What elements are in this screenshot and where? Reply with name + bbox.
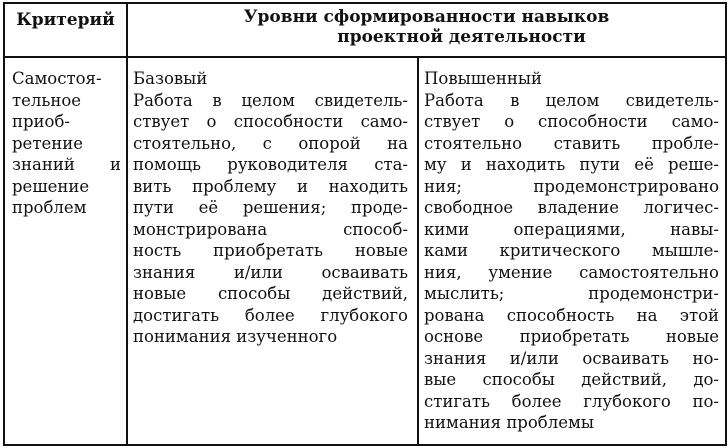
basic-text-line: достигать более глубокого xyxy=(133,305,408,325)
criterion-header-label: Критерий xyxy=(16,10,115,30)
header-row xyxy=(4,3,726,57)
advanced-text-line: му и находить пути её реше- xyxy=(424,155,719,174)
advanced-text-line: рована способность на этой xyxy=(424,305,719,325)
levels-header-line-2: проектной деятельности xyxy=(337,27,586,47)
levels-header-line-1: Уровни сформированности навыков xyxy=(243,7,610,27)
advanced-text-line: знания и/или осваивать но- xyxy=(424,348,719,368)
basic-text-line: вить проблему и находить xyxy=(133,176,408,196)
advanced-text-line: кими операциями, навы- xyxy=(424,219,719,239)
criterion-line: приоб- xyxy=(12,112,70,131)
criterion-line: решение xyxy=(12,176,90,196)
criterion-cell xyxy=(4,57,127,445)
advanced-text-line: нимания проблемы xyxy=(424,413,594,432)
content-row xyxy=(4,57,726,445)
advanced-text-line: ствует о способности само- xyxy=(424,112,719,131)
advanced-text-line: Работа в целом свидетель- xyxy=(424,90,719,110)
basic-text-line: стоятельно, с опорой на xyxy=(133,133,408,153)
advanced-level-title: Повышенный xyxy=(424,69,542,88)
criterion-line: ретение xyxy=(12,133,83,153)
advanced-text-line: стигать более глубокого по- xyxy=(424,391,719,411)
basic-level-cell xyxy=(127,57,418,445)
advanced-text-line: основе приобретать новые xyxy=(424,327,719,346)
advanced-level-text xyxy=(424,90,719,434)
basic-text-line: Работа в целом свидетель- xyxy=(133,90,408,110)
basic-text-line: ствует о способности само- xyxy=(133,112,408,131)
advanced-text-line: стоятельно ставить пробле- xyxy=(424,133,719,153)
criterion-line: Самостоя- xyxy=(12,69,102,88)
basic-text-line: понимания изученного xyxy=(133,327,338,346)
basic-level-text xyxy=(133,90,408,348)
criterion-line: тельное xyxy=(12,90,82,110)
criteria-table xyxy=(3,2,727,446)
basic-level-title: Базовый xyxy=(133,69,208,88)
levels-header xyxy=(127,3,726,57)
advanced-text-line: мыслить; продемонстри- xyxy=(424,284,719,303)
criterion-header xyxy=(4,3,127,57)
advanced-text-line: ния, умение самостоятельно xyxy=(424,262,719,282)
advanced-text-line: ния; продемонстрировано xyxy=(424,176,719,196)
basic-text-line: новые способы действий, xyxy=(133,284,408,303)
basic-text-line: знания и/или осваивать xyxy=(133,262,408,282)
advanced-text-line: вые способы действий, до- xyxy=(424,370,719,389)
advanced-text-line: ками критического мышле- xyxy=(424,241,719,260)
basic-text-line: монстрирована способ- xyxy=(133,219,408,239)
basic-text-line: пути её решения; проде- xyxy=(133,198,408,217)
basic-text-line: помощь руководителя ста- xyxy=(133,155,408,174)
advanced-text-line: свободное владение логичес- xyxy=(424,198,719,217)
criterion-line: знаний и xyxy=(12,155,121,174)
advanced-level-cell xyxy=(418,57,726,445)
basic-text-line: ность приобретать новые xyxy=(133,241,408,260)
criterion-line: проблем xyxy=(12,198,87,217)
